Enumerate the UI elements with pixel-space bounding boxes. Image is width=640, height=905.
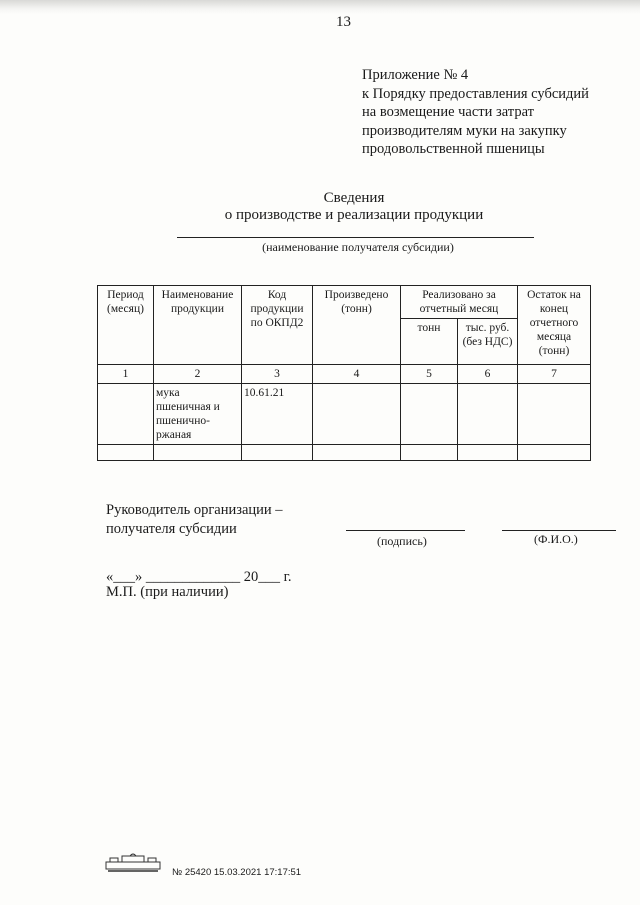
- header-code: Код продукции по ОКПД2: [242, 286, 313, 365]
- table-row: [98, 384, 591, 445]
- registration-number: № 25420 15.03.2021 17:17:51: [172, 867, 302, 878]
- cell-period: [98, 384, 154, 445]
- registry-stamp-icon: [104, 852, 162, 874]
- cell-sold-tons: [401, 384, 458, 445]
- doc-title: Сведения: [323, 190, 385, 206]
- doc-subtitle: о производстве и реализации продукции: [224, 207, 484, 223]
- header-sold: Реализовано за отчетный месяц: [401, 286, 518, 319]
- header-period: Период (месяц): [98, 286, 154, 365]
- appendix-line-5: продовольственной пшеницы: [362, 141, 545, 157]
- signature-line-1: Руководитель организации –: [106, 502, 283, 518]
- header-sold-tons: тонн: [401, 319, 458, 365]
- appendix-line-3: на возмещение части затрат: [362, 104, 534, 120]
- appendix-line-2: к Порядку предоставления субсидий: [362, 85, 589, 102]
- signature-line-2: получателя субсидии: [106, 521, 237, 537]
- column-number-row: [98, 365, 591, 384]
- page-number: 13: [336, 14, 351, 30]
- name-caption: (Ф.И.О.): [534, 532, 578, 546]
- column-number: 6: [458, 365, 518, 384]
- signature-field-line: [346, 530, 465, 531]
- header-sold-rub: тыс. руб. (без НДС): [458, 319, 518, 365]
- cell-code: 10.61.21: [242, 384, 313, 445]
- cell-produced: [313, 384, 401, 445]
- cell-sold-rub: [458, 384, 518, 445]
- signature-title: [106, 501, 283, 539]
- column-number: 7: [518, 365, 591, 384]
- cell-remainder: [518, 384, 591, 445]
- header-remainder: Остаток на конец отчетного месяца (тонн): [518, 286, 591, 365]
- table-row-empty: [98, 445, 591, 461]
- name-field-line: [502, 530, 616, 531]
- appendix-line-4: производителям муки на закупку: [362, 122, 567, 139]
- column-number: 3: [242, 365, 313, 384]
- date-line: «___» _____________ 20___ г.: [106, 569, 292, 585]
- column-number: 2: [154, 365, 242, 384]
- column-number: 4: [313, 365, 401, 384]
- cell-product-name: мука пшеничная и пшенично- ржаная: [154, 384, 242, 445]
- column-number: 5: [401, 365, 458, 384]
- appendix-line-1: Приложение № 4: [362, 67, 469, 83]
- signature-caption: (подпись): [377, 534, 427, 548]
- recipient-name-line: [177, 237, 534, 238]
- seal-note: М.П. (при наличии): [106, 584, 229, 600]
- header-produced: Произведено (тонн): [313, 286, 401, 365]
- production-table: [97, 285, 591, 461]
- column-number: 1: [98, 365, 154, 384]
- recipient-caption: (наименование получателя субсидии): [262, 240, 454, 254]
- scan-edge: [0, 0, 640, 14]
- header-product-name: Наименование продукции: [154, 286, 242, 365]
- appendix-block: [362, 66, 589, 159]
